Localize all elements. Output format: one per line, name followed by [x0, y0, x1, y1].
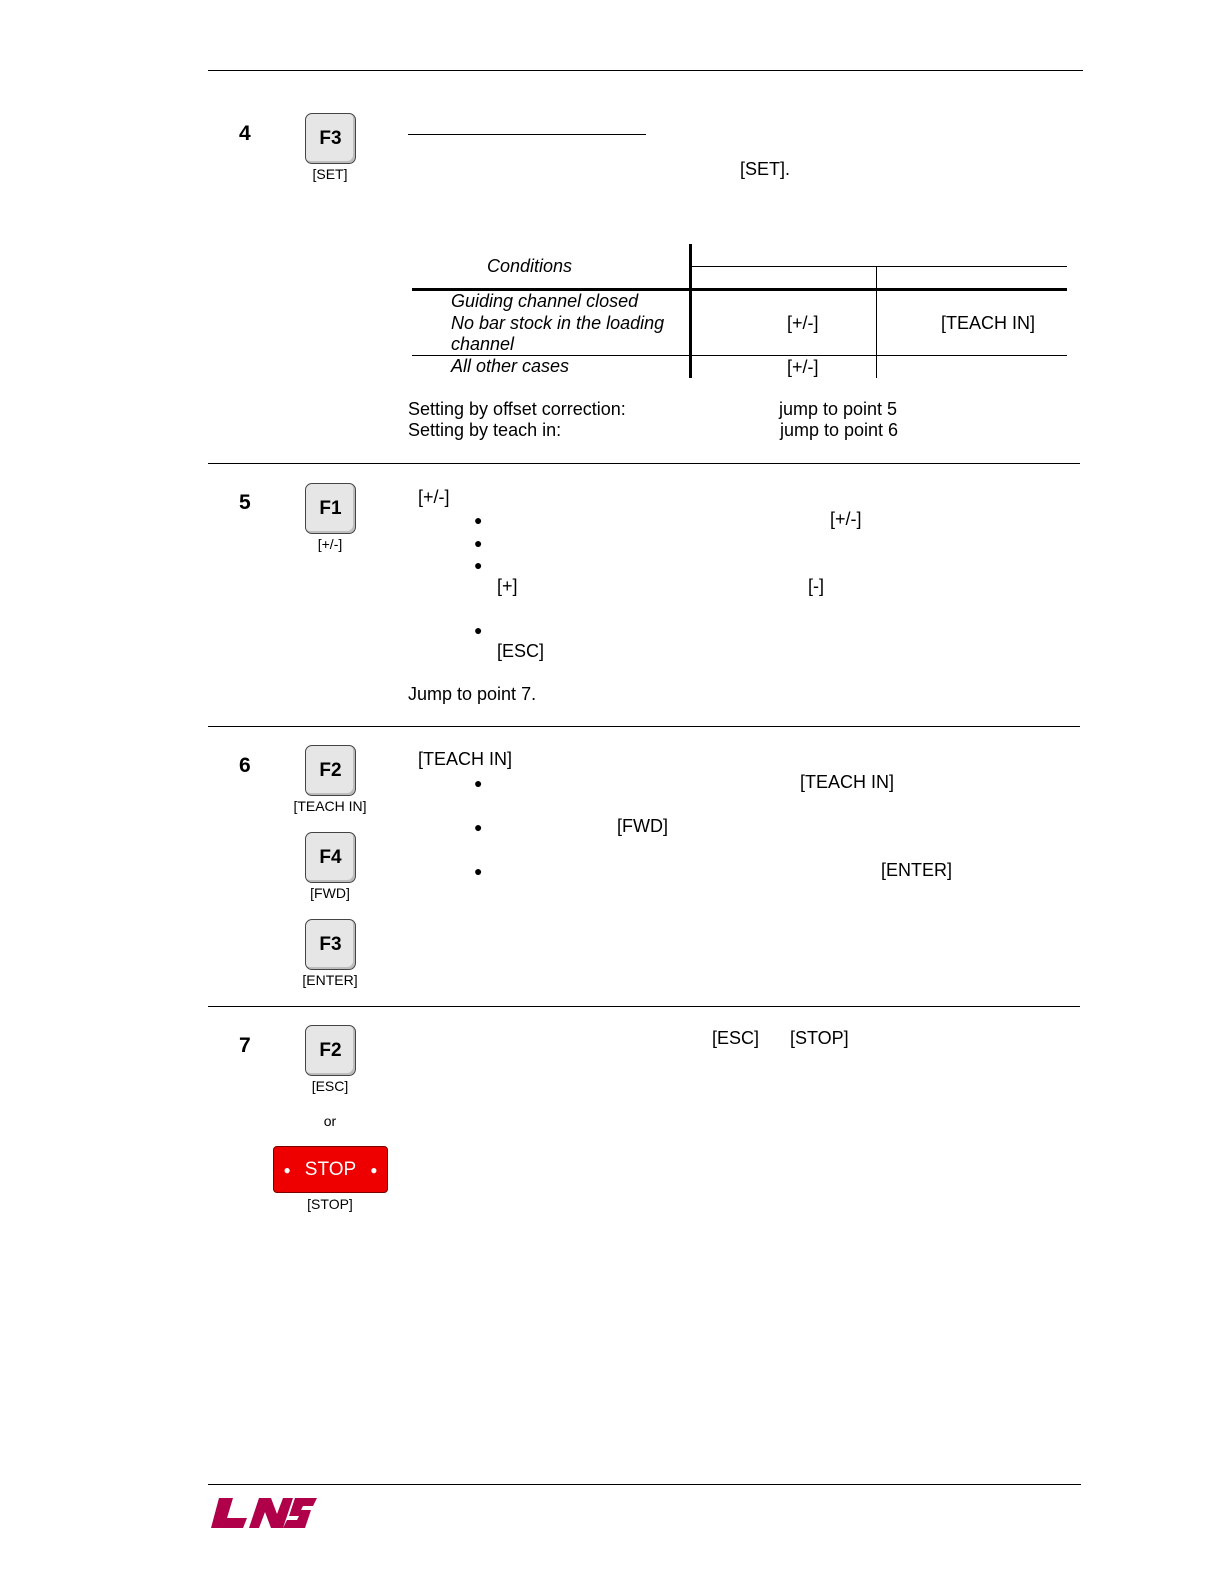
- jump-point-7[interactable]: Jump to point 7.: [408, 684, 537, 704]
- stop-button[interactable]: [273, 1146, 388, 1193]
- step-6-heading: [TEACH IN]: [418, 749, 513, 769]
- bullet-dot: ●: [474, 863, 483, 879]
- f1-key[interactable]: F1: [305, 483, 356, 534]
- step-6-number: 6: [239, 754, 251, 777]
- table-row2-condition: All other cases: [451, 356, 570, 376]
- step-4-number: 4: [239, 122, 251, 145]
- step-5-bullet1-ref: [+/-]: [830, 509, 862, 529]
- lns-logo: [207, 1494, 319, 1530]
- table-row1-condition-line3: channel: [451, 334, 515, 354]
- set-reference: [SET].: [740, 159, 791, 179]
- f3-enter-key[interactable]: F3: [305, 919, 356, 970]
- f2-teach-key-label: [TEACH IN]: [293, 798, 367, 814]
- jump-point-6[interactable]: jump to point 6: [780, 420, 899, 440]
- fwd-ref: [FWD]: [617, 816, 668, 836]
- jump-point-5[interactable]: jump to point 5: [779, 399, 898, 419]
- table-row1-col2: [+/-]: [787, 313, 819, 333]
- divider-5-6: [208, 726, 1080, 727]
- f2-esc-key-label: [ESC]: [311, 1078, 349, 1094]
- table-column-divider: [876, 266, 877, 378]
- lns-logo-graphic: [207, 1494, 319, 1530]
- stop-dot-icon: ●: [370, 1162, 378, 1177]
- table-row2-col2: [+/-]: [787, 357, 819, 377]
- step-7-number: 7: [239, 1034, 251, 1057]
- stop-dot-icon: ●: [283, 1162, 291, 1177]
- table-row1-condition-line2: No bar stock in the loading: [451, 313, 665, 333]
- f4-key-label: [FWD]: [310, 885, 350, 901]
- f2-teach-key[interactable]: F2: [305, 745, 356, 796]
- enter-ref: [ENTER]: [881, 860, 953, 880]
- bullet-dot: ●: [474, 535, 483, 551]
- or-label: or: [323, 1113, 337, 1129]
- table-row1-col3: [TEACH IN]: [941, 313, 1036, 333]
- divider-6-7: [208, 1006, 1080, 1007]
- bullet-dot: ●: [474, 622, 483, 638]
- stop-button-text: STOP: [304, 1158, 357, 1180]
- plus-ref: [+]: [497, 576, 518, 596]
- divider-4-5: [208, 463, 1080, 464]
- table-subheader-rule: [692, 266, 1067, 267]
- f3-key[interactable]: F3: [305, 113, 356, 164]
- f3-enter-key-label: [ENTER]: [302, 972, 358, 988]
- bullet-dot: ●: [474, 819, 483, 835]
- bullet-dot: ●: [474, 557, 483, 573]
- table-vertical-divider: [689, 244, 692, 378]
- bullet-dot: ●: [474, 775, 483, 791]
- step-7-stop-ref: [STOP]: [790, 1028, 849, 1048]
- f1-key-label: [+/-]: [317, 536, 343, 552]
- step-4-title-rule: [408, 134, 646, 135]
- minus-ref: [-]: [808, 576, 824, 596]
- stop-key-label: [STOP]: [307, 1196, 353, 1212]
- top-rule: [208, 70, 1083, 71]
- esc-ref: [ESC]: [497, 641, 545, 661]
- bullet-dot: ●: [474, 512, 483, 528]
- table-header-conditions: Conditions: [487, 256, 573, 276]
- setting-teach-label: Setting by teach in:: [408, 420, 562, 440]
- f4-key[interactable]: F4: [305, 832, 356, 883]
- setting-offset-label: Setting by offset correction:: [408, 399, 626, 419]
- step-5-heading: [+/-]: [418, 487, 450, 507]
- f2-esc-key[interactable]: F2: [305, 1025, 356, 1076]
- step-7-esc-ref: [ESC]: [712, 1028, 760, 1048]
- footer-rule: [208, 1484, 1081, 1485]
- step-5-number: 5: [239, 491, 251, 514]
- f3-key-label: [SET]: [312, 166, 348, 182]
- teach-in-ref: [TEACH IN]: [800, 772, 895, 792]
- table-row1-condition-line1: Guiding channel closed: [451, 291, 639, 311]
